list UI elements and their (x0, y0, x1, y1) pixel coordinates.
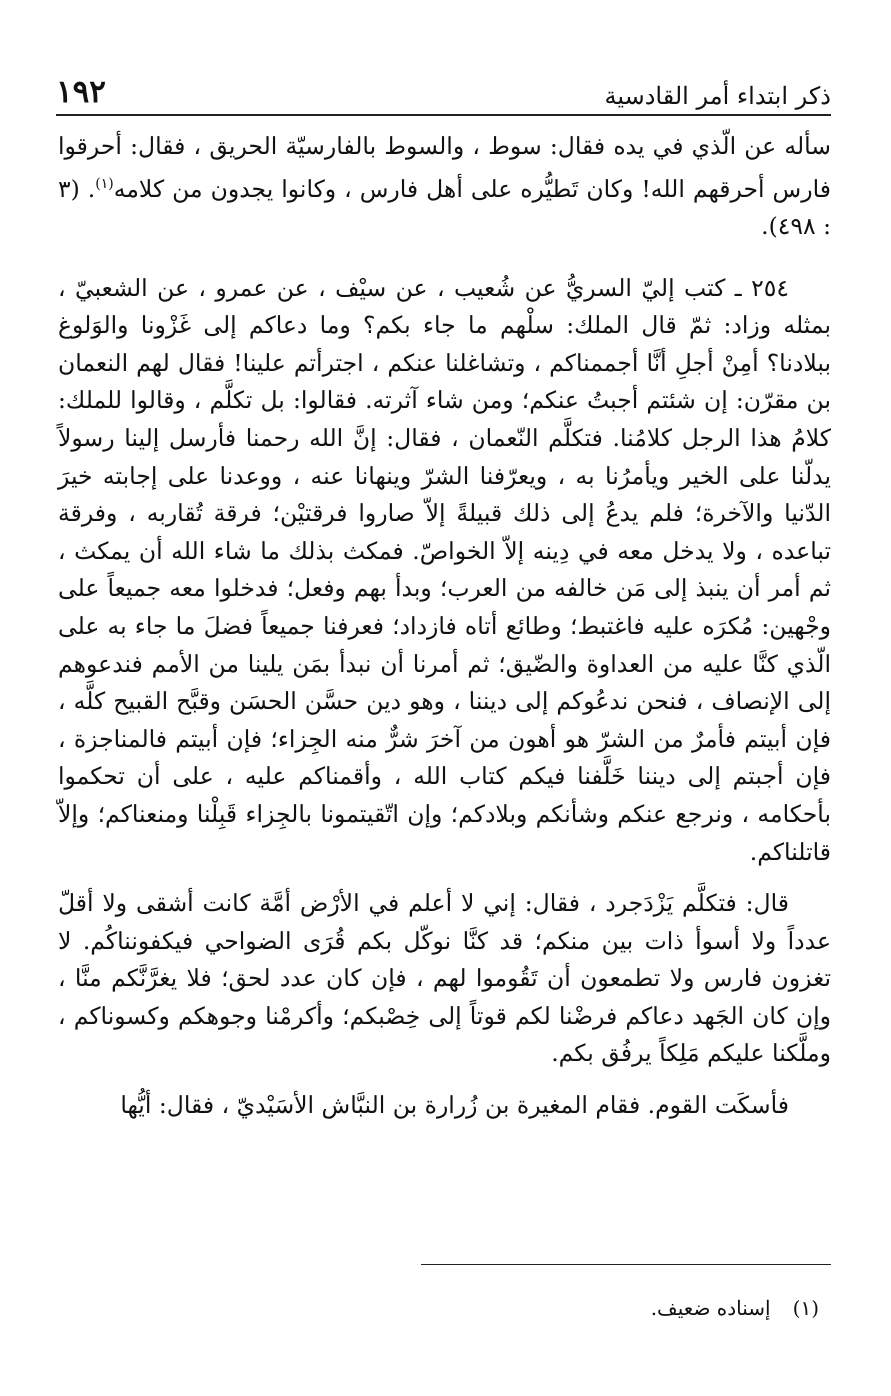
footnote-divider (421, 1264, 831, 1265)
paragraph-1-text: سأله عن الّذي في يده فقال: سوط ، والسوط بالفارسيّة الحريق ، فقال: أحرقوا فارس أحرقهم الله! وكان تَطيُّره على أهل فارس ، وكانوا يجدون من كلامه (58, 132, 831, 203)
paragraph-2: ٢٥٤ ـ كتب إليّ السريُّ عن شُعيب ، عن سيْف ، عن عمرو ، عن الشعبيّ ، بمثله وزاد: ثمّ قال الملك: سلْهم ما جاء بكم؟ وما دعاكم إلى غَزْونا والوَلوغ ببلادنا؟ أمِنْ أجلِ أنَّا أجممناكم ، وتشاغلنا عنكم ، اجترأتم علينا! فقال لهم النعمان بن مقرّن: إن شئتم أجبتُ عنكم؛ ومن شاء آثرته. فقالوا: بل تكلَّم ، وقالوا للملك: كلامُ هذا الرجل كلامُنا. فتكلَّم النّعمان ، فقال: إنَّ الله رحمنا فأرسل إلينا رسولاً يدلّنا على الخير ويأمرُنا به ، ويعرّفنا الشرّ وينهانا عنه ، ووعدنا على إجابته خيرَ الدّنيا والآخرة؛ فلم يدعُ إلى ذلك قبيلةً إلاّ صاروا فرقتيْن؛ فرقة تُقاربه ، وفرقة تباعده ، ولا يدخل معه في دِينه إلاّ الخواصّ. فمكث بذلك ما شاء الله أن يمكث ، ثم أمر أن ينبذ إلى مَن خالفه من العرب؛ وبدأ بهم وفعل؛ فدخلوا معه جميعاً على وجْهين: مُكرَه عليه فاغتبط؛ وطائع أتاه فازداد؛ فعرفنا جميعاً فضلَ ما جاء به على الّذي كنَّا عليه من العداوة والضّيق؛ ثم أمرنا أن نبدأ بمَن يلينا من الأمم فندعوهم إلى الإنصاف ، فنحن ندعُوكم إلى ديننا ، وهو دين حسَّن الحسَن وقبَّح القبيح كلَّه ، فإن أبيتم فأمرٌ من الشرّ هو أهون من آخرَ شرٌّ منه الجِزاء؛ فإن أبيتم فالمناجزة ، فإن أجبتم إلى ديننا خَلَّفنا فيكم كتاب الله ، وأقمناكم عليه ، على أن تحكموا بأحكامه ، ونرجع عنكم وشأنكم وبلادكم؛ وإن اتّقيتمونا بالجِزاء قَبِلْنا ومنعناكم؛ وإلاّ قاتلناكم. (58, 273, 831, 866)
footnote-number: (١) (792, 1296, 819, 1320)
paragraph-1-tail: . (87, 174, 96, 203)
volume-page-reference: (٣ : ٤٩٨). (58, 174, 831, 241)
running-title: ذكر ابتداء أمر القادسية (604, 82, 831, 110)
page-body (58, 128, 831, 1139)
header-divider (56, 114, 831, 116)
page-number: ١٩٢ (56, 74, 106, 110)
page-header (56, 66, 831, 110)
paragraph-3: قال: فتكلَّم يَزْدَجرد ، فقال: إني لا أعلم في الأرْض أمَّة كانت أشقى ولا أقلّ عدداً ولا أسوأ ذات بين منكم؛ قد كنَّا نوكّل بكم قُرَى الضواحي فيكفونناكُم. لا تغزون فارس ولا تطمعون أن تَقُوموا لهم ، فإن كان عدد لحق؛ فلا يغرَّنَّكم منَّا ، وإن كان الجَهد دعاكم فرضْنا لكم قوتاً إلى خِصْبكم؛ وأكرمْنا وجوهكم وكسوناكم ، وملَّكنا عليكم مَلِكاً يرفُق بكم. (58, 889, 831, 1068)
paragraph-4: فأسكَت القوم. فقام المغيرة بن زُرارة بن النبَّاش الأسَيْديّ ، فقال: أيُّها (120, 1091, 789, 1120)
footnote (651, 1296, 819, 1320)
footnote-marker: (١) (95, 175, 114, 192)
footnote-text: إسناده ضعيف. (650, 1296, 771, 1320)
paragraph-1 (58, 128, 831, 246)
